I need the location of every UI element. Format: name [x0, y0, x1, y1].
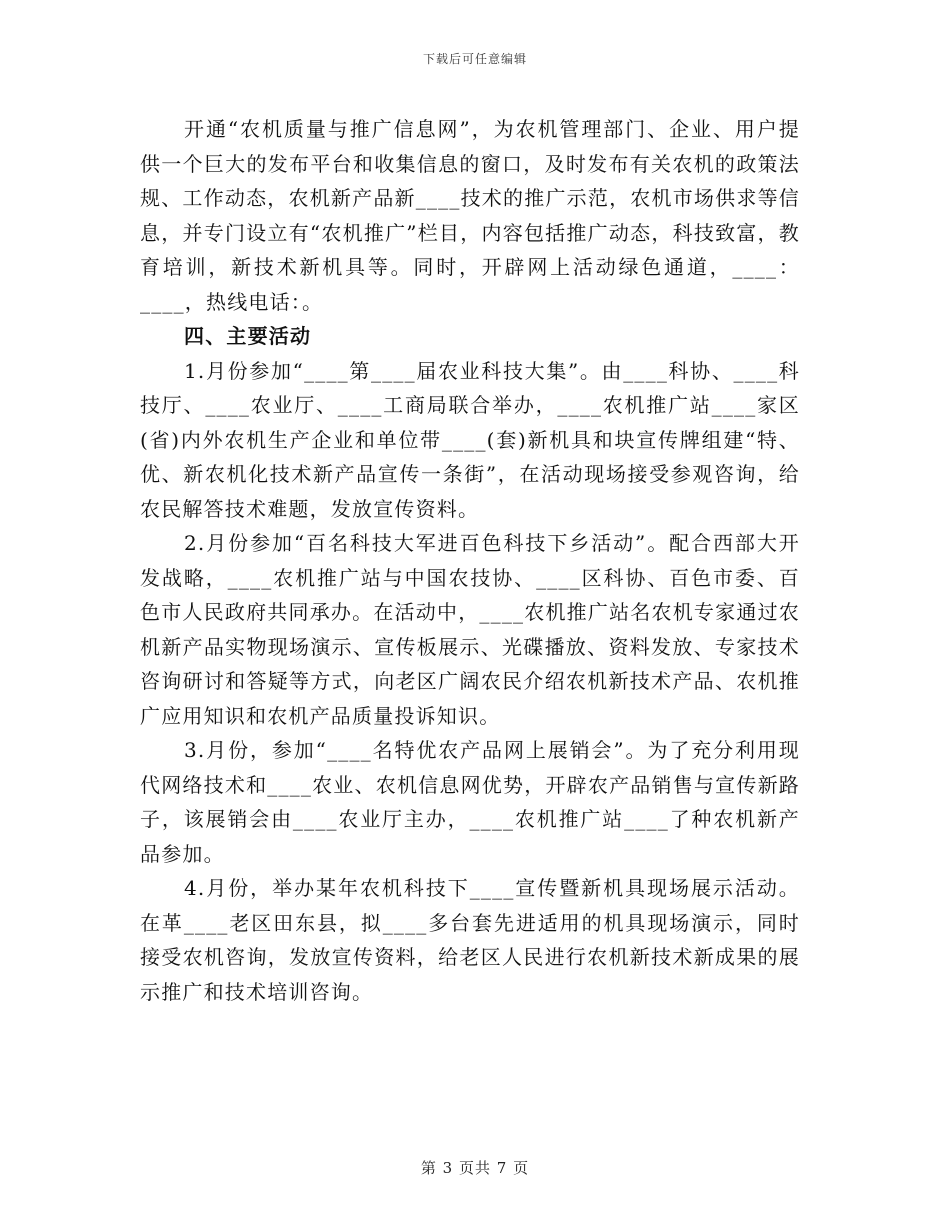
paragraph-info-network: 开通“农机质量与推广信息网”，为农机管理部门、企业、用户提供一个巨大的发布平台和收集信息的窗口，及时发布有关农机的政策法规、工作动态，农机新产品新____技术的推广示范，农机市场供求等信息，并专门设立有“农机推广”栏目，内容包括推广动态，科技致富，教育培训，新技术新机具等。同时，开辟网上活动绿色通道，____：____，热线电话：。 [140, 117, 800, 314]
activity-item-3: 3.月份，参加“____名特优农产品网上展销会”。为了充分利用现代网络技术和____农业、农机信息网优势，开辟农产品销售与宣传新路子，该展销会由____农业厅主办，____农机推广站____了种农机新产品参加。 [140, 738, 800, 866]
section-heading-main-activities: 四、主要活动 [184, 324, 312, 348]
page-header: 下载后可任意编辑 [422, 52, 527, 66]
activity-item-2: 2.月份参加“百名科技大军进百色科技下乡活动”。配合西部大开发战略，____农机推广站与中国农技协、____区科协、百色市委、百色市人民政府共同承办。在活动中，____农机推广站名农机专家通过农机新产品实物现场演示、宣传板展示、光碟播放、资料发放、专家技术咨询研讨和答疑等方式，向老区广阔农民介绍农机新技术产品、农机推广应用知识和农机产品质量投诉知识。 [140, 531, 800, 728]
page-footer: 第 3 页共 7 页 [420, 1159, 530, 1177]
activity-item-4: 4.月份，举办某年农机科技下____宣传暨新机具现场展示活动。在革____老区田东县，拟____多台套先进适用的机具现场演示，同时接受农机咨询，发放宣传资料，给老区人民进行农机新技术新成果的展示推广和技术培训咨询。 [140, 876, 800, 1004]
activity-item-1: 1.月份参加“____第____届农业科技大集”。由____科协、____科技厅、____农业厅、____工商局联合举办，____农机推广站____家区(省)内外农机生产企业和单位带____(套)新机具和块宣传牌组建“特、优、新农机化技术新产品宣传一条街”，在活动现场接受参观咨询，给农民解答技术难题，发放宣传资料。 [140, 358, 800, 521]
document-body [140, 112, 800, 1009]
